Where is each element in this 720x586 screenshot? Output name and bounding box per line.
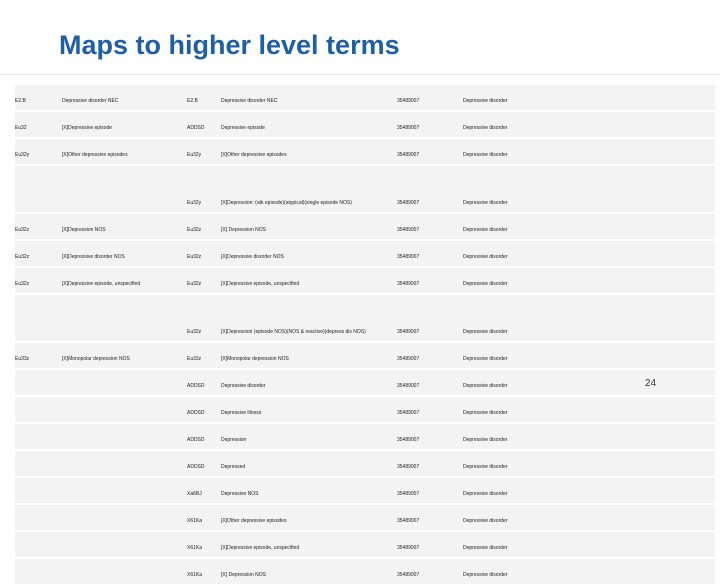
header-divider (0, 74, 720, 75)
table-cell-c5: 35489007 (397, 152, 420, 158)
table-cell-c5: 35489007 (397, 545, 420, 551)
table-cell-c1: E2.B (15, 98, 26, 104)
table-cell-c6: Depressive disorder (463, 281, 508, 287)
table-row (15, 343, 715, 370)
table-cell-c5: 35489007 (397, 254, 420, 260)
table-cell-c4: Depressed (221, 464, 246, 470)
table-cell-c1 (15, 478, 62, 503)
table-row (15, 559, 715, 586)
table-cell-c4: Depressive episode (221, 125, 265, 131)
table-cell-c3: X61Ka (187, 545, 203, 551)
table-cell-c2 (62, 166, 187, 212)
table-cell-c6: Depressive disorder (463, 491, 508, 497)
table-cell-c4: [X]Other depressive episodes (221, 152, 287, 158)
table-cell-c1 (15, 505, 62, 530)
table-cell-c2: [X]Other depressive episodes (62, 152, 128, 158)
table-cell-c5: 35489007 (397, 464, 420, 470)
table-cell-c4: [X]Depressive episode, unspecified (221, 281, 300, 287)
table-cell-c6: Depressive disorder (463, 356, 508, 362)
table-cell-c1 (15, 424, 62, 449)
table-cell-c2 (62, 295, 187, 341)
table-cell-c4: Depressive disorder (221, 383, 266, 389)
table-cell-c1 (15, 559, 62, 584)
table-cell-c2 (62, 478, 187, 503)
table-cell-c3: Eu33z (187, 356, 202, 362)
table-cell-c5: 35489007 (397, 437, 420, 443)
table-cell-c3: Eu32z (187, 329, 202, 335)
mapping-table (15, 85, 715, 586)
table-cell-c2: [X]Depressive episode (62, 125, 113, 131)
table-cell-c6: Depressive disorder (463, 98, 508, 104)
table-row (15, 532, 715, 559)
table-cell-c5: 35489007 (397, 518, 420, 524)
table-cell-c2 (62, 451, 187, 476)
table-cell-c1: Eu33z (15, 356, 30, 362)
table-cell-c6: Depressive disorder (463, 572, 508, 578)
table-cell-c1 (15, 370, 62, 395)
table-cell-c2 (62, 505, 187, 530)
table-cell-c5: 35489007 (397, 491, 420, 497)
table-cell-c6: Depressive disorder (463, 200, 508, 206)
table-cell-c6: Depressive disorder (463, 329, 508, 335)
table-cell-c4: [X]Depressive disorder NOS (221, 254, 284, 260)
table-cell-c6: Depressive disorder (463, 437, 508, 443)
table-cell-c1: Eu32z (15, 227, 30, 233)
page-title: Maps to higher level terms (59, 30, 400, 60)
table-cell-c5: 35489007 (397, 329, 420, 335)
table-cell-c6: Depressive disorder (463, 545, 508, 551)
table-row (15, 397, 715, 424)
table-cell-c4: Depressive illness (221, 410, 262, 416)
table-cell-c3: X61Ka (187, 572, 203, 578)
table-cell-c1: Eu32z (15, 254, 30, 260)
table-cell-c1 (15, 295, 62, 341)
table-row (15, 112, 715, 139)
table-cell-c1 (15, 451, 62, 476)
table-cell-c4: [X] Depression NOS (221, 227, 267, 233)
table-cell-c3: X61Ka (187, 518, 203, 524)
table-cell-c3: Xa6BJ (187, 491, 202, 497)
table-cell-c5: 35489007 (397, 98, 420, 104)
table-row (15, 241, 715, 268)
table-cell-c3: Eu32z (187, 254, 202, 260)
table-cell-c2 (62, 559, 187, 584)
table-cell-c2: [X]Depression NOS (62, 227, 106, 233)
table-cell-c6: Depressive disorder (463, 410, 508, 416)
table-cell-c1 (15, 166, 62, 212)
table-cell-c4: Depression (221, 437, 247, 443)
table-row (15, 214, 715, 241)
table-row (15, 268, 715, 295)
table-cell-c5: 35489007 (397, 200, 420, 206)
table-row (15, 424, 715, 451)
table-cell-c3: E2.B (187, 98, 198, 104)
table-cell-c5: 35489007 (397, 383, 420, 389)
table-cell-c4: [X]Depression: (atk episode)(atypical)(single episode NOS) (221, 200, 352, 206)
table-cell-c2: Depressive disorder NEC (62, 98, 119, 104)
table-cell-c4: [X]Depression (episode NOS)(NOS & reactive)(depress dis NOS) (221, 329, 366, 335)
table-cell-c5: 35489007 (397, 125, 420, 131)
table-cell-c6: Depressive disorder (463, 254, 508, 260)
table-cell-c6: Depressive disorder (463, 518, 508, 524)
table-cell-c6: Depressive disorder (463, 464, 508, 470)
table-cell-c5: 35489007 (397, 410, 420, 416)
table-cell-c3: ADDSD (187, 410, 205, 416)
table-cell-c3: Eu32z (187, 281, 202, 287)
table-cell-c4: Depressive disorder NEC (221, 98, 278, 104)
table-cell-c4: [X]Monopolar depression NOS (221, 356, 289, 362)
table-cell-c2 (62, 532, 187, 557)
table-cell-c1: Eu32 (15, 125, 27, 131)
table-cell-c3: ADDSD (187, 464, 205, 470)
table-cell-c2 (62, 370, 187, 395)
table-cell-c6: Depressive disorder (463, 383, 508, 389)
table-row (15, 295, 715, 343)
table-cell-c1 (15, 532, 62, 557)
table-row (15, 166, 715, 214)
table-cell-c5: 35489007 (397, 572, 420, 578)
page-number: 24 (645, 378, 657, 389)
table-row (15, 505, 715, 532)
table-cell-c5: 35489007 (397, 356, 420, 362)
table-cell-c2: [X]Depressive disorder NOS (62, 254, 125, 260)
table-cell-c1: Eu32z (15, 281, 30, 287)
table-cell-c4: [X]Depressive episode, unspecified (221, 545, 300, 551)
table-cell-c3: Eu32z (187, 227, 202, 233)
table-cell-c4: [X]Other depressive episodes (221, 518, 287, 524)
table-cell-c2 (62, 424, 187, 449)
table-cell-c6: Depressive disorder (463, 125, 508, 131)
table-cell-c3: ADDSD (187, 125, 205, 131)
table-cell-c3: Eu32y (187, 200, 202, 206)
table-cell-c1: Eu32y (15, 152, 30, 158)
table-cell-c3: ADDSD (187, 437, 205, 443)
table-cell-c5: 35489007 (397, 281, 420, 287)
table-cell-c3: ADDSD (187, 383, 205, 389)
table-cell-c2: [X]Monopolar depression NOS (62, 356, 130, 362)
table-cell-c3: Eu32y (187, 152, 202, 158)
table-cell-c5: 35489007 (397, 227, 420, 233)
table-cell-c2: [X]Depressive episode, unspecified (62, 281, 141, 287)
table-row (15, 451, 715, 478)
table-row (15, 85, 715, 112)
table-cell-c2 (62, 397, 187, 422)
table-cell-c4: [X] Depression NOS (221, 572, 267, 578)
table-cell-c1 (15, 397, 62, 422)
table-row (15, 370, 715, 397)
table-row (15, 139, 715, 166)
table-cell-c6: Depressive disorder (463, 227, 508, 233)
table-cell-c6: Depressive disorder (463, 152, 508, 158)
table-cell-c4: Depression NOS (221, 491, 259, 497)
table-row (15, 478, 715, 505)
